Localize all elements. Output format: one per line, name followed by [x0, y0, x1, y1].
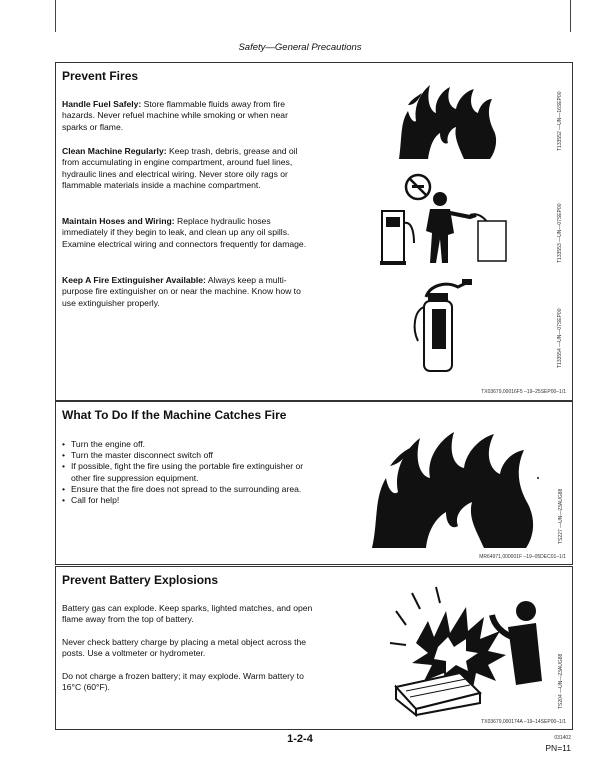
list-item [62, 495, 314, 506]
paragraph-body: Always keep a multi-purpose fire extinguisher on or near the machine. Know how to use extinguisher properly. [62, 275, 301, 308]
section-title: Prevent Battery Explosions [62, 573, 219, 587]
figure-id: T133552 —UN—16SEP00 [557, 91, 563, 151]
section-title: What To Do If the Machine Catches Fire [62, 408, 287, 422]
figure-id: TS227 —UN—23AUG88 [558, 488, 564, 544]
paragraph-lead: Maintain Hoses and Wiring: [62, 216, 175, 226]
paragraph-clean-machine [62, 146, 310, 192]
paragraph-extinguisher [62, 275, 310, 309]
paragraph-lead: Handle Fuel Safely: [62, 99, 142, 109]
reference-code: MR64971,000001F –19–05DEC01–1/1 [479, 554, 566, 560]
figure-id: T133554 —UN—07SEP00 [557, 308, 563, 368]
binding-line-right [570, 0, 571, 32]
section-machine-fire [55, 401, 573, 565]
binding-line-left [55, 0, 56, 32]
paragraph-body: Replace hydraulic hoses immediately if they begin to leak, and clean up any oil spills. Examine electrical wiring and connectors frequently for damage. [62, 216, 307, 249]
paragraph-handle-fuel [62, 99, 310, 133]
list-item-text: Turn the engine off. [71, 439, 146, 449]
reference-code: TX03679,000174A –19–14SEP00–1/1 [481, 719, 566, 725]
bullet-list [62, 439, 314, 506]
section-battery-explosions [55, 566, 573, 730]
paragraph-body: Store flammable fluids away from fire hazards. Never refuel machine while smoking or when near sparks or flame. [62, 99, 288, 132]
section-prevent-fires [55, 62, 573, 401]
flames-icon [394, 81, 504, 161]
bullet-glyph: • [62, 495, 66, 506]
list-item-text: Call for help! [71, 495, 120, 506]
paragraph-hoses-wiring [62, 216, 310, 250]
list-item [62, 461, 314, 483]
paragraph-lead: Clean Machine Regularly: [62, 146, 167, 156]
document-code: 031402 [554, 735, 571, 741]
bullet-glyph: • [62, 450, 66, 461]
flames-icon [368, 418, 540, 550]
paragraph-body: Keep trash, debris, grease and oil from accumulating in engine compartment, around fuel lines, hydraulic lines and electrical wiring. Never store oily rags or flammable materials inside a machine compartment. [62, 146, 298, 191]
reference-code: TX03679,00016F5 –19–25SEP00–1/1 [481, 389, 566, 395]
pn-number: PN=11 [545, 743, 571, 753]
page-header: Safety—General Precautions [238, 42, 362, 53]
list-item-text: If possible, fight the fire using the portable fire extinguisher or other fire suppression equipment. [71, 461, 304, 483]
bullet-glyph: • [62, 439, 66, 449]
paragraph: Battery gas can explode. Keep sparks, lighted matches, and open flame away from the top of battery. [62, 603, 313, 625]
list-item-text: Turn the master disconnect switch off [71, 450, 213, 461]
paragraph-lead: Keep A Fire Extinguisher Available: [62, 275, 206, 285]
paragraph: Do not charge a frozen battery; it may explode. Warm battery to 16°C (60°F). [62, 671, 304, 693]
figure-id: T133553 —UN—07SEP00 [557, 203, 563, 263]
figure-id: TS204 —UN—23AUG88 [558, 653, 564, 709]
bullet-glyph: • [62, 483, 66, 494]
list-item-text: Ensure that the fire does not spread to the surrounding area. [71, 483, 302, 494]
list-item [62, 439, 314, 450]
battery-explosion-icon [376, 581, 546, 717]
section-title: Prevent Fires [62, 69, 139, 83]
bullet-glyph: • [62, 461, 66, 472]
list-item [62, 450, 314, 461]
paragraph: Never check battery charge by placing a metal object across the posts. Use a voltmeter or hydrometer. [62, 637, 307, 659]
fire-extinguisher-icon [406, 275, 496, 373]
page-number: 1-2-4 [287, 733, 313, 745]
list-item [62, 484, 314, 495]
no-smoking-refuel-icon [378, 173, 508, 268]
